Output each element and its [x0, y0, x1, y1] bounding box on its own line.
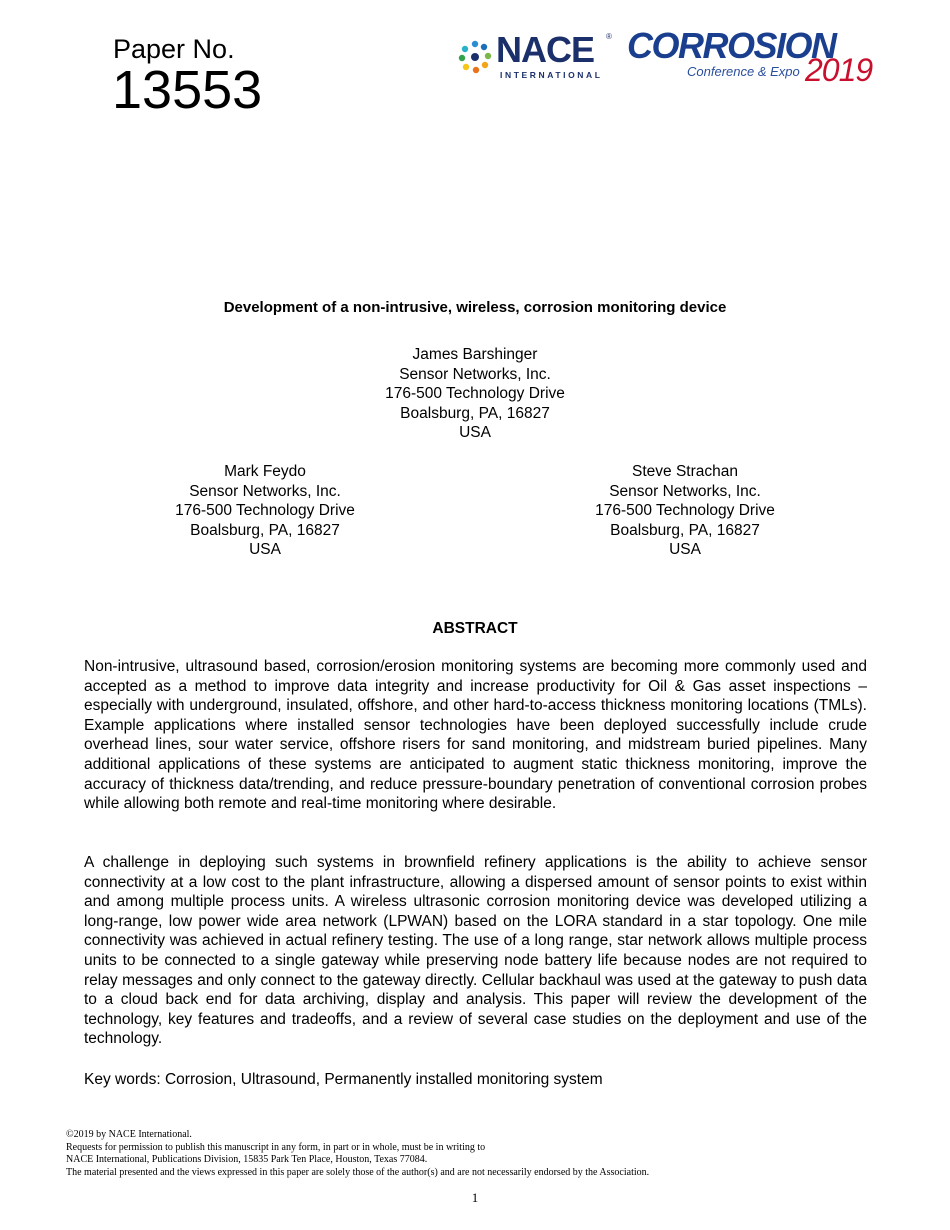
- footer-line: NACE International, Publications Division, 15835 Park Ten Place, Houston, Texas 77084.: [66, 1154, 428, 1166]
- author-org: Sensor Networks, Inc.: [399, 365, 551, 383]
- author-street: 176-500 Technology Drive: [595, 502, 775, 520]
- author-name: Mark Feydo: [224, 463, 306, 480]
- page-number: 1: [471, 1190, 479, 1205]
- registered-mark: ®: [606, 32, 612, 41]
- nace-logo: [452, 29, 612, 80]
- corrosion-subtitle: Conference & Expo: [687, 64, 800, 79]
- author-city: Boalsburg, PA, 16827: [400, 404, 550, 422]
- author-block-3: [535, 462, 835, 560]
- author-block-1: [325, 345, 625, 443]
- author-name: Steve Strachan: [632, 463, 738, 480]
- footer-line: The material presented and the views expressed in this paper are solely those of the author(s) and are not necessarily endorsed by the Association.: [66, 1166, 650, 1178]
- footer-line: Requests for permission to publish this manuscript in any form, in part or in whole, must be in writing to: [66, 1141, 486, 1153]
- nace-emblem-icon: [452, 34, 498, 80]
- paper-title: Development of a non-intrusive, wireless, corrosion monitoring device: [223, 299, 727, 316]
- author-street: 176-500 Technology Drive: [175, 502, 355, 520]
- paper-label: Paper No.: [113, 34, 235, 64]
- author-org: Sensor Networks, Inc.: [609, 482, 761, 500]
- abstract-heading: ABSTRACT: [432, 620, 518, 637]
- author-name: James Barshinger: [412, 346, 538, 363]
- author-country: USA: [459, 424, 491, 442]
- paper-number: 13553: [112, 60, 263, 120]
- corrosion-wordmark: CORROSION: [627, 25, 836, 66]
- nace-subtitle: INTERNATIONAL: [500, 70, 603, 80]
- author-org: Sensor Networks, Inc.: [189, 482, 341, 500]
- author-country: USA: [669, 541, 701, 559]
- header-logos: [452, 25, 882, 90]
- paper-number-block: [112, 34, 263, 120]
- keywords: Key words: Corrosion, Ultrasound, Permanently installed monitoring system: [84, 1071, 603, 1088]
- author-block-2: [115, 462, 415, 560]
- author-city: Boalsburg, PA, 16827: [610, 521, 760, 539]
- author-street: 176-500 Technology Drive: [385, 385, 565, 403]
- abstract-paragraph-2: A challenge in deploying such systems in brownfield refinery applications is the ability to achieve sensor connectivity at a low cost to the plant infrastructure, allowing a dispersed amount of sensor points to exist within and among multiple process units. A wireless ultrasonic corrosion monitoring device was developed utilizing a long-range, low power wide area network (LPWAN) based on the LORA standard in a star topology. One mile connectivity was achieved in actual refinery testing. The use of a long range, star network allows multiple process units to be connected to a single gateway while preserving node battery life because nodes are not required to relay messages and only connect to the gateway directly. Cellular backhaul was used at the gateway to push data to a cloud back end for data archiving, display and analysis. This paper will review the development of the technology, key features and tradeoffs, and a review of several case studies on the deployment and use of the technology.: [84, 854, 867, 1048]
- copyright-footer: [66, 1129, 649, 1179]
- corrosion-logo: [627, 25, 887, 90]
- footer-line: ©2019 by NACE International.: [66, 1129, 192, 1140]
- author-city: Boalsburg, PA, 16827: [190, 521, 340, 539]
- corrosion-year: 2019: [805, 52, 873, 88]
- author-country: USA: [249, 541, 281, 559]
- nace-wordmark: NACE: [496, 29, 595, 70]
- abstract-paragraph-1: Non-intrusive, ultrasound based, corrosion/erosion monitoring systems are becoming more commonly used and accepted as a method to improve data integrity and increase productivity for Oil & Gas asset inspections – especially with underground, insulated, offshore, and other hard-to-access thickness monitoring locations (TMLs). Example applications where installed sensor technologies have been deployed successfully include crude overhead lines, sour water service, offshore risers for sand monitoring, and midstream buried pipelines. Many additional applications of these systems are anticipated to augment static thickness monitoring, improve the accuracy of thickness data/trending, and reduce pressure-boundary penetration of conventional corrosion probes while allowing both remote and real-time monitoring where desirable.: [84, 658, 867, 813]
